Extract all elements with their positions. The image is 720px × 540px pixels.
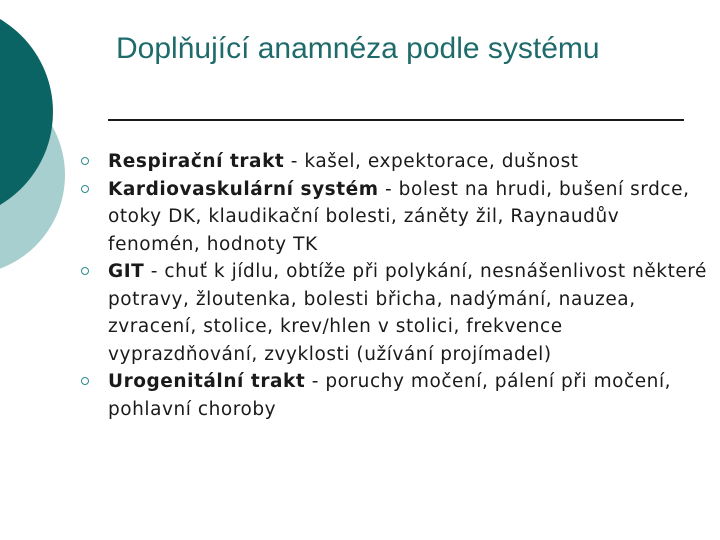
list-item	[78, 368, 708, 423]
item-text: - chuť k jídlu, obtíže při polykání, nesnášenlivost některé potravy, žloutenka, bolesti břicha, nadýmání, nauzea, zvracení, stolice, krev/hlen v stolici, frekvence vyprazdňování, zvyklosti (užívání projímadel)	[108, 261, 707, 365]
item-text: - kašel, expektorace, dušnost	[284, 151, 579, 172]
item-term: Urogenitální trakt	[108, 371, 306, 392]
hollow-circle-icon	[81, 377, 89, 385]
item-term: Respirační trakt	[108, 151, 285, 172]
item-text: - bolest na hrudi, bušení srdce, otoky DK, klaudikační bolesti, záněty žil, Raynaudův fenomén, hodnoty TK	[108, 178, 690, 255]
hollow-circle-icon	[81, 267, 89, 275]
item-term: GIT	[108, 261, 145, 282]
list-item	[78, 258, 708, 368]
bullet-list	[78, 148, 708, 423]
list-item	[78, 148, 708, 176]
list-item	[78, 176, 708, 259]
item-term: Kardiovaskulární systém	[108, 178, 379, 200]
hollow-circle-icon	[81, 185, 89, 193]
item-text: - poruchy močení, pálení při močení, pohlavní choroby	[108, 371, 672, 420]
slide-title: Doplňující anamnéza podle systému	[116, 32, 600, 65]
hollow-circle-icon	[81, 157, 89, 165]
title-divider	[108, 119, 684, 121]
